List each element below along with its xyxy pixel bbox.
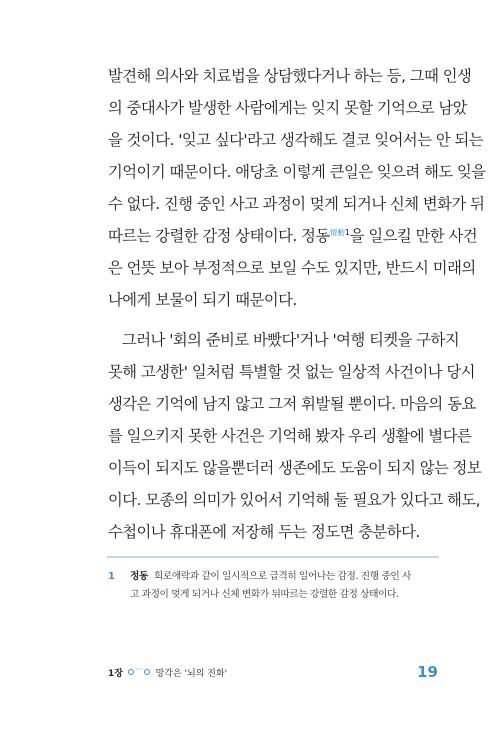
body-line: 을 것이다. '잊고 싶다'라고 생각해도 결코 잊어서는 안 되는 — [108, 131, 484, 149]
body-line-segment: 을 일으킬 만한 사건 — [349, 227, 478, 245]
running-foot — [108, 665, 227, 679]
body-line: 은 언뜻 보아 부정적으로 보일 수도 있지만, 반드시 미래의 — [108, 259, 476, 277]
chapter-title: 망각은 '뇌의 진화' — [155, 668, 228, 679]
body-line: 기억이기 때문이다. 애당초 이렇게 큰일은 잊으려 해도 잊을 — [108, 163, 486, 181]
footnote — [130, 568, 439, 604]
body-line: 이다. 모종의 의미가 있어서 기억해 둘 필요가 있다고 해도, — [108, 491, 480, 509]
chapter-dots-icon: ··· — [128, 669, 150, 675]
hanja-annotation: 情動 — [329, 228, 345, 237]
body-line: 수 없다. 진행 중인 사고 과정이 멎게 되거나 신체 변화가 뒤 — [108, 195, 485, 213]
paragraph-gap — [108, 316, 438, 324]
body-line: 수첩이나 휴대폰에 저장해 두는 정도면 충분하다. — [108, 523, 420, 541]
body-line: 못해 고생한' 일처럼 특별할 것 없는 일상적 사건이나 당시 — [108, 363, 475, 381]
footnote-text: 희로애락과 같이 일시적으로 급격히 일어나는 감정. 진행 중인 사 — [153, 571, 411, 582]
footnote-divider — [107, 556, 439, 558]
body-text — [108, 60, 486, 548]
footnote-line: 고 과정이 멎게 되거나 신체 변화가 뒤따르는 강렬한 감정 상태이다. — [130, 589, 399, 600]
footnote-number: 1 — [108, 571, 115, 582]
body-line: 의 중대사가 발생한 사람에게는 잊지 못할 기억으로 남았 — [108, 99, 467, 117]
body-line: 발견해 의사와 치료법을 상담했다거나 하는 등, 그때 인생 — [108, 67, 472, 85]
body-line-segment: 따르는 강렬한 감정 상태이다. 정동 — [108, 227, 330, 245]
body-line: 생각은 기억에 남지 않고 그저 휘발될 뿐이다. 마음의 동요 — [108, 395, 476, 413]
body-line: 나에게 보물이 되기 때문이다. — [108, 291, 297, 309]
body-line: 그러나 '회의 준비로 바빴다'거나 '여행 티켓을 구하지 — [122, 331, 460, 349]
body-line: 이득이 되지도 않을뿐더러 생존에도 도움이 되지 않는 정보 — [108, 459, 482, 477]
footnote-line — [130, 568, 439, 586]
footnote-reference: 1 — [344, 228, 350, 237]
body-line: 를 일으키지 못한 사건은 기억해 봤자 우리 생활에 별다른 — [108, 427, 472, 445]
page-number: 19 — [417, 663, 438, 681]
body-line-with-footnote — [108, 220, 478, 252]
chapter-label: 1장 — [108, 668, 123, 679]
footnote-term: 정동 — [130, 571, 148, 582]
